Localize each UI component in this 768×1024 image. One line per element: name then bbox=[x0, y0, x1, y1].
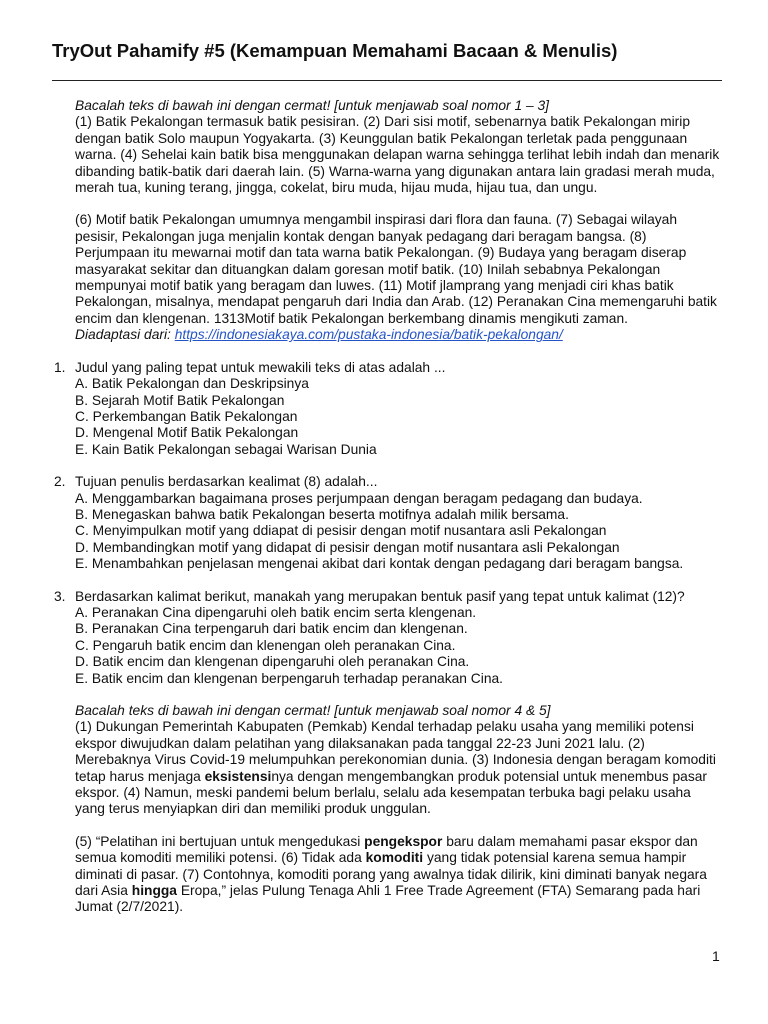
passage-1-paragraph-2: (6) Motif batik Pekalongan umumnya mengambil inspirasi dari flora dan fauna. (7) Sebagai wilayah pesisir, Pekalongan juga menjalin kontak dengan banyak pedagang dari beragam bangsa. (8) Perjumpaan itu mewarnai motif dan tata warna batik Pekalongan. (9) Budaya yang beragam diserap masyarakat sekitar dan dituangkan dalam goresan motif batik. (10) Inilah sebabnya Pekalongan mempunyai motif batik yang beragam dan luwes. (11) Motif jlamprang yang menjadi ciri khas batik Pekalongan, misalnya, mendapat pengaruh dari India dan Arab. (12) Peranakan Cina memengaruhi batik encim dan klengenan. 1313Motif batik Pekalongan berkembang dinamis mengikuti zaman. bbox=[75, 212, 717, 326]
answer-option[interactable]: A. Peranakan Cina dipengaruhi oleh batik encim serta klengenan. bbox=[75, 604, 477, 620]
question-3 bbox=[52, 589, 722, 687]
answer-option[interactable]: B. Menegaskan bahwa batik Pekalongan beserta motifnya adalah milik bersama. bbox=[75, 506, 569, 522]
question-text: Berdasarkan kalimat berikut, manakah yang merupakan bentuk pasif yang tepat untuk kalimat (12)? bbox=[75, 588, 685, 604]
answer-option[interactable]: C. Pengaruh batik encim dan klenengan oleh peranakan Cina. bbox=[75, 637, 456, 653]
page-title: TryOut Pahamify #5 (Kemampuan Memahami Bacaan & Menulis) bbox=[52, 40, 618, 61]
answer-option[interactable]: C. Perkembangan Batik Pekalongan bbox=[75, 408, 298, 424]
answer-option[interactable]: B. Sejarah Motif Batik Pekalongan bbox=[75, 392, 285, 408]
passage-1-instruction: Bacalah teks di bawah ini dengan cermat! [untuk menjawab soal nomor 1 – 3] bbox=[75, 98, 549, 113]
question-text: Tujuan penulis berdasarkan kealimat (8) adalah... bbox=[75, 474, 378, 490]
document-body bbox=[52, 98, 722, 916]
source-link[interactable]: https://indonesiakaya.com/pustaka-indonesia/batik-pekalongan/ bbox=[174, 327, 563, 343]
answer-option[interactable]: A. Menggambarkan bagaimana proses perjumpaan dengan beragam pedagang dan budaya. bbox=[75, 490, 643, 506]
answer-option[interactable]: D. Batik encim dan klengenan dipengaruhi oleh peranakan Cina. bbox=[75, 654, 470, 670]
bold-term: hingga bbox=[131, 883, 177, 899]
question-1 bbox=[52, 360, 722, 458]
answer-option[interactable]: E. Batik encim dan klengenan berpengaruh terhadap peranakan Cina. bbox=[75, 670, 503, 686]
question-number: 2. bbox=[54, 474, 66, 490]
passage-2-instruction: Bacalah teks di bawah ini dengan cermat! [untuk menjawab soal nomor 4 & 5] bbox=[75, 703, 551, 718]
bold-term: eksistensi bbox=[204, 768, 272, 784]
question-number: 3. bbox=[54, 588, 66, 604]
passage-2-text: Eropa,” jelas Pulung Tenaga Ahli 1 Free Trade Agreement (FTA) Semarang pada hari Jumat (2/7/2021). bbox=[75, 883, 701, 915]
bold-term: pengekspor bbox=[364, 833, 443, 849]
question-number: 1. bbox=[54, 359, 66, 375]
passage-2-paragraph-1 bbox=[75, 719, 722, 817]
bold-term: komoditi bbox=[365, 850, 424, 866]
answer-option[interactable]: B. Peranakan Cina terpengaruh dari batik encim dan klengenan. bbox=[75, 621, 468, 637]
question-text: Judul yang paling tepat untuk mewakili teks di atas adalah ... bbox=[75, 359, 446, 375]
answer-option[interactable]: D. Membandingkan motif yang didapat di pesisir dengan motif nusantara asli Pekalongan bbox=[75, 539, 620, 555]
passage-1-paragraph-1: (1) Batik Pekalongan termasuk batik pesisiran. (2) Dari sisi motif, sebenarnya batik Pekalongan mirip dengan batik Solo maupun Yogyakarta. (3) Keunggulan batik Pekalongan terletak pada penggunaan warna. (4) Sehelai kain batik bisa menggunakan delapan warna sehingga terlihat lebih indah dan menarik dibanding batik-batik dari daerah lain. (5) Warna-warna yang digunakan antara lain gradasi merah muda, merah tua, kuning terang, jingga, cokelat, biru muda, hijau muda, hijau tua, dan ungu. bbox=[75, 114, 720, 196]
source-label: Diadaptasi dari: bbox=[75, 327, 175, 343]
passage-2-paragraph-2 bbox=[75, 834, 722, 916]
question-2 bbox=[52, 474, 722, 572]
passage-2-text: (1) Dukungan Pemerintah Kabupaten (Pemkab) Kendal terhadap pelaku usaha yang memiliki potensi ekspor diwujudkan dalam pelatihan yang dilaksanakan pada tanggal 22-23 Juni 2021 lalu. (2) Merebaknya Virus Covid-19 melumpuhkan perekonomian dunia. (3) Indonesia dengan beragam komoditi tetap harus menjaga bbox=[75, 719, 716, 784]
passage-2-text: yang tidak potensial karena semua hampir diminati di pasar. (7) Contohnya, komoditi porang yang awalnya tidak dilirik, kini diminati banyak negara dari Asia bbox=[75, 850, 707, 899]
passage-2-text: baru dalam memahami pasar ekspor dan semua komoditi memiliki potensi. (6) Tidak ada bbox=[75, 833, 698, 866]
passage-2-text: nya dengan mengembangkan produk potensial untuk menembus pasar ekspor. (4) Namun, meski pandemi belum berlalu, selalu ada kesempatan terbuka bagi pelaku usaha yang terus menyiapkan diri dan memiliki produk unggulan. bbox=[75, 768, 708, 817]
answer-option[interactable]: E. Menambahkan penjelasan mengenai akibat dari kontak dengan pedagang dari beragam bangsa. bbox=[75, 556, 684, 572]
answer-option[interactable]: E. Kain Batik Pekalongan sebagai Warisan Dunia bbox=[75, 441, 377, 457]
page-number: 1 bbox=[712, 948, 720, 964]
answer-option[interactable]: C. Menyimpulkan motif yang ddiapat di pesisir dengan motif nusantara asli Pekalongan bbox=[75, 523, 607, 539]
passage-2-text: (5) “Pelatihan ini bertujuan untuk mengedukasi bbox=[75, 833, 365, 849]
answer-option[interactable]: A. Batik Pekalongan dan Deskripsinya bbox=[75, 376, 309, 392]
answer-option[interactable]: D. Mengenal Motif Batik Pekalongan bbox=[75, 425, 299, 441]
title-divider bbox=[52, 80, 722, 81]
passage-1-source bbox=[75, 327, 722, 343]
